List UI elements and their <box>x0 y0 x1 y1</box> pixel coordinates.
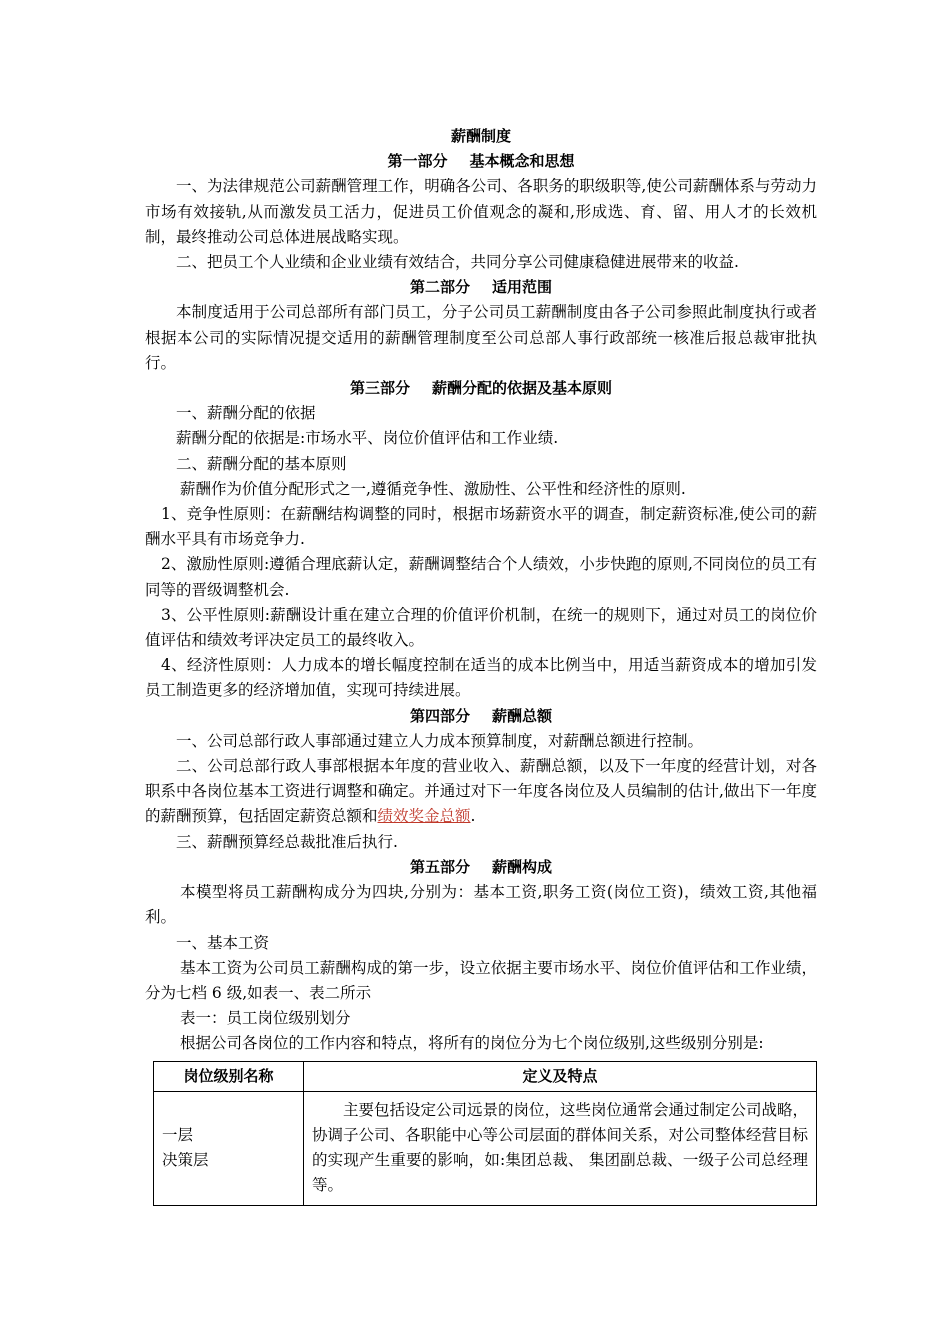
paragraph: 二、把员工个人业绩和企业业绩有效结合，共同分享公司健康稳健进展带来的收益. <box>176 253 739 272</box>
paragraph: 2、激励性原则:遵循合理底薪认定，薪酬调整结合个人绩效，小步快跑的原则,不同岗位的员工有同等的晋级调整机会. <box>145 555 817 599</box>
section-number: 第五部分 <box>409 857 470 876</box>
table-cell-definition: 主要包括设定公司远景的岗位，这些岗位通常会通过制定公司战略，协调子公司、各职能中心等公司层面的群体间关系，对公司整体经营目标的实现产生重要的影响，如:集团总裁、 集团副总裁、一级子公司总经理等。 <box>304 1091 817 1205</box>
paragraph-text: 二、公司总部行政人事部根据本年度的营业收入、薪酬总额，以及下一年度的经营计划，对各职系中各岗位基本工资进行调整和确定。并通过对下一年度各岗位及人员编制的估计,做出下一年度的薪酬预算，包括固定薪资总额和 <box>145 757 817 826</box>
table-header-definition: 定义及特点 <box>304 1061 817 1091</box>
section-heading-part1 <box>145 149 817 174</box>
paragraph: 本制度适用于公司总部所有部门员工，分子公司员工薪酬制度由各子公司参照此制度执行或者根据本公司的实际情况提交适用的薪酬管理制度至公司总部人事行政部统一核准后报总裁审批执行。 <box>145 303 817 372</box>
section-name: 基本概念和思想 <box>469 152 575 171</box>
paragraph: 一、薪酬分配的依据 <box>176 404 316 423</box>
paragraph: 一、基本工资 <box>176 933 270 952</box>
table-row <box>154 1091 817 1205</box>
paragraph: 3、公平性原则:薪酬设计重在建立合理的价值评价机制，在统一的规则下，通过对员工的岗位价值评估和绩效考评决定员工的最终收入。 <box>145 605 817 650</box>
document-page <box>145 124 817 1206</box>
section-number: 第二部分 <box>409 278 470 297</box>
section-name: 薪酬总额 <box>492 706 553 725</box>
paragraph: 一、公司总部行政人事部通过建立人力成本预算制度，对薪酬总额进行控制。 <box>176 731 704 750</box>
bonus-total-link[interactable]: 绩效奖金总额 <box>377 807 471 826</box>
paragraph: 基本工资为公司员工薪酬构成的第一步，设立依据主要市场水平、岗位价值评估和工作业绩，分为七档 6 级,如表一、表二所示 <box>145 958 817 1002</box>
paragraph: 4、经济性原则：人力成本的增长幅度控制在适当的成本比例当中，用适当薪资成本的增加引发员工制造更多的经济增加值，实现可持续进展。 <box>145 656 817 700</box>
section-name: 薪酬构成 <box>492 857 553 876</box>
level-name: 决策层 <box>162 1151 209 1170</box>
section-number: 第一部分 <box>387 152 448 171</box>
paragraph: 薪酬作为价值分配形式之一,遵循竞争性、激励性、公平性和经济性的原则. <box>180 479 686 498</box>
paragraph: 二、薪酬分配的基本原则 <box>176 454 347 473</box>
position-level-table <box>153 1061 817 1206</box>
table-header-row <box>154 1061 817 1091</box>
section-number: 第四部分 <box>409 706 470 725</box>
paragraph: 表一：员工岗位级别划分 <box>180 1009 351 1028</box>
section-heading-part5 <box>145 855 817 880</box>
paragraph: 1、竞争性原则：在薪酬结构调整的同时，根据市场薪资水平的调查，制定薪资标准,使公司的薪酬水平具有市场竞争力. <box>145 505 817 549</box>
section-name: 适用范围 <box>492 278 553 297</box>
section-number: 第三部分 <box>349 379 410 398</box>
document-title: 薪酬制度 <box>450 127 511 145</box>
section-heading-part2 <box>145 275 817 300</box>
section-name: 薪酬分配的依据及基本原则 <box>432 379 613 398</box>
level-number: 一层 <box>162 1125 194 1144</box>
table-cell-level <box>154 1091 304 1205</box>
section-heading-part3 <box>145 376 817 401</box>
table-header-level: 岗位级别名称 <box>154 1061 304 1091</box>
paragraph <box>145 754 817 830</box>
paragraph: 一、为法律规范公司薪酬管理工作，明确各公司、各职务的职级职等,使公司薪酬体系与劳动力市场有效接轨,从而激发员工活力，促进员工价值观念的凝和,形成选、育、留、用人才的长效机制，最终推动公司总体进展战略实现。 <box>145 177 817 246</box>
paragraph-end: . <box>470 807 476 826</box>
section-heading-part4 <box>145 704 817 729</box>
paragraph: 三、薪酬预算经总裁批准后执行. <box>176 832 398 851</box>
paragraph: 本模型将员工薪酬构成分为四块,分别为：基本工资,职务工资(岗位工资)，绩效工资,其他福利。 <box>145 883 817 927</box>
paragraph: 薪酬分配的依据是:市场水平、岗位价值评估和工作业绩. <box>176 429 559 448</box>
paragraph: 根据公司各岗位的工作内容和特点，将所有的岗位分为七个岗位级别,这些级别分别是: <box>180 1034 764 1053</box>
